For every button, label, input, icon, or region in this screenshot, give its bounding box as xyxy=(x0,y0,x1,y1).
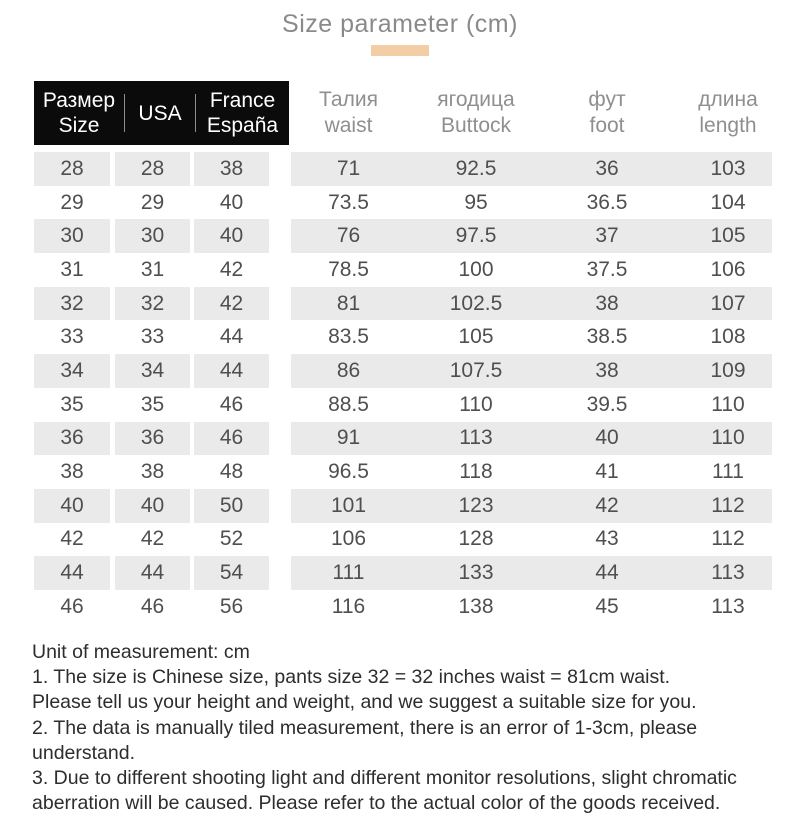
table-cell: 44 xyxy=(595,561,619,585)
table-cell: 107.5 xyxy=(449,358,503,382)
table-cell: 86 xyxy=(336,358,361,382)
table-cell: 101 xyxy=(330,493,367,517)
table-cell: 110 xyxy=(459,392,493,416)
col-header-buttock-ru: ягодица xyxy=(437,88,515,111)
table-cell: 32 xyxy=(34,287,110,321)
table-cell: 37 xyxy=(595,224,619,248)
note-line: Please tell us your height and weight, and we suggest a suitable size for you. xyxy=(32,691,697,714)
table-cell: 46 xyxy=(140,594,165,618)
table-cell: 41 xyxy=(595,460,619,484)
table-cell: 56 xyxy=(219,594,244,618)
table-cell: 128 xyxy=(458,527,494,551)
col-header-length xyxy=(668,81,772,145)
table-cell: 118 xyxy=(459,460,493,484)
table-cell: 54 xyxy=(194,556,269,590)
table-row xyxy=(34,253,772,287)
size-table xyxy=(34,81,772,624)
table-cell: 92.5 xyxy=(455,156,497,180)
measurement-cell-group xyxy=(291,354,772,388)
measurement-cell-group xyxy=(291,186,772,220)
table-cell: 46 xyxy=(194,422,269,456)
table-cell: 102.5 xyxy=(449,291,503,315)
table-cell: 73.5 xyxy=(328,190,369,214)
col-header-france-label: France xyxy=(209,89,276,112)
measurement-cell-group xyxy=(291,152,772,186)
table-row xyxy=(34,388,772,422)
col-header-length-ru: длина xyxy=(698,88,758,111)
table-cell: 35 xyxy=(60,392,84,416)
table-cell: 37.5 xyxy=(586,257,628,281)
table-cell: 112 xyxy=(711,493,745,517)
table-row xyxy=(34,320,772,354)
table-cell: 29 xyxy=(140,190,165,214)
col-header-waist xyxy=(291,81,406,145)
table-cell: 138 xyxy=(458,594,494,618)
measurement-headers xyxy=(291,81,772,145)
table-cell: 38 xyxy=(194,152,269,186)
table-cell: 34 xyxy=(34,354,110,388)
col-header-size-ru: Размер xyxy=(42,89,116,112)
table-cell: 36 xyxy=(115,422,190,456)
measurement-cell-group xyxy=(291,556,772,590)
table-cell: 32 xyxy=(115,287,190,321)
col-header-size xyxy=(34,81,124,145)
measurement-cell-group xyxy=(291,219,772,253)
measurement-cell-group xyxy=(291,253,772,287)
measurement-cell-group xyxy=(291,388,772,422)
title-underline xyxy=(371,45,429,56)
col-header-buttock-en: Buttock xyxy=(440,114,512,137)
table-cell: 36 xyxy=(34,422,110,456)
table-cell: 28 xyxy=(34,152,110,186)
table-cell: 30 xyxy=(115,219,190,253)
measurement-notes xyxy=(32,640,800,817)
table-cell: 40 xyxy=(219,190,244,214)
col-header-usa xyxy=(125,81,195,145)
table-cell: 40 xyxy=(595,426,619,450)
col-header-usa-label: USA xyxy=(138,101,182,125)
table-cell: 78.5 xyxy=(328,257,369,281)
table-row xyxy=(34,590,772,624)
table-cell: 107 xyxy=(710,291,746,315)
table-cell: 38 xyxy=(595,291,619,315)
table-row xyxy=(34,523,772,557)
size-standards-header xyxy=(34,81,289,145)
table-cell: 33 xyxy=(60,325,84,349)
table-cell: 46 xyxy=(60,594,84,618)
page-title: Size parameter (cm) xyxy=(282,10,518,38)
table-cell: 34 xyxy=(115,354,190,388)
table-cell: 44 xyxy=(115,556,190,590)
col-header-foot xyxy=(546,81,668,145)
table-cell: 31 xyxy=(60,257,84,281)
note-line: aberration will be caused. Please refer to the actual color of the goods received. xyxy=(32,792,721,815)
table-cell: 46 xyxy=(219,392,244,416)
table-row xyxy=(34,455,772,489)
col-header-size-en: Size xyxy=(58,114,100,137)
table-cell: 91 xyxy=(336,426,361,450)
table-cell: 113 xyxy=(459,426,493,450)
table-cell: 106 xyxy=(330,527,367,551)
measurement-cell-group xyxy=(291,455,772,489)
measurement-cell-group xyxy=(291,523,772,557)
table-row xyxy=(34,152,772,186)
col-header-length-en: length xyxy=(699,114,757,137)
table-cell: 105 xyxy=(458,325,494,349)
table-cell: 81 xyxy=(336,291,361,315)
measurement-cell-group xyxy=(291,287,772,321)
table-cell: 103 xyxy=(710,156,746,180)
table-cell: 104 xyxy=(710,190,746,214)
table-cell: 42 xyxy=(140,527,165,551)
table-cell: 97.5 xyxy=(455,224,497,248)
table-cell: 38 xyxy=(595,358,619,382)
table-cell: 133 xyxy=(458,561,494,585)
table-cell: 110 xyxy=(711,392,745,416)
table-row xyxy=(34,219,772,253)
table-cell: 40 xyxy=(34,489,110,523)
table-cell: 38 xyxy=(140,460,165,484)
table-cell: 42 xyxy=(60,527,84,551)
table-cell: 36 xyxy=(595,156,619,180)
measurement-cell-group xyxy=(291,590,772,624)
col-header-foot-en: foot xyxy=(589,114,625,137)
measurement-cell-group xyxy=(291,489,772,523)
table-row xyxy=(34,186,772,220)
col-header-foot-ru: фут xyxy=(588,88,626,111)
table-cell: 106 xyxy=(710,257,746,281)
col-header-waist-ru: Талия xyxy=(319,88,378,111)
table-cell: 71 xyxy=(336,156,361,180)
table-cell: 96.5 xyxy=(328,460,369,484)
table-cell: 42 xyxy=(219,257,244,281)
measurement-cell-group xyxy=(291,320,772,354)
table-cell: 105 xyxy=(710,224,746,248)
table-cell: 44 xyxy=(34,556,110,590)
note-line: Unit of measurement: cm xyxy=(32,640,250,663)
table-cell: 48 xyxy=(219,460,244,484)
table-header-row xyxy=(34,81,772,145)
table-row xyxy=(34,287,772,321)
table-cell: 38.5 xyxy=(586,325,628,349)
table-cell: 95 xyxy=(464,190,488,214)
table-cell: 109 xyxy=(710,358,746,382)
note-line: 3. Due to different shooting light and different monitor resolutions, slight chromatic xyxy=(32,767,737,790)
table-cell: 31 xyxy=(140,257,165,281)
table-cell: 111 xyxy=(712,460,744,484)
table-cell: 36.5 xyxy=(586,190,628,214)
table-cell: 29 xyxy=(60,190,84,214)
table-cell: 52 xyxy=(219,527,244,551)
table-cell: 35 xyxy=(140,392,165,416)
note-line: 1. The size is Chinese size, pants size 32 = 32 inches waist = 81cm waist. xyxy=(32,665,671,688)
table-cell: 113 xyxy=(711,594,745,618)
table-cell: 43 xyxy=(595,527,619,551)
table-cell: 110 xyxy=(711,426,745,450)
table-cell: 42 xyxy=(194,287,269,321)
table-cell: 40 xyxy=(194,219,269,253)
col-header-waist-en: waist xyxy=(324,114,373,137)
table-cell: 30 xyxy=(34,219,110,253)
table-cell: 88.5 xyxy=(328,392,369,416)
table-cell: 111 xyxy=(332,561,365,585)
col-header-espana-label: España xyxy=(206,114,279,137)
table-cell: 45 xyxy=(595,594,619,618)
table-cell: 44 xyxy=(194,354,269,388)
table-cell: 28 xyxy=(115,152,190,186)
measurement-cell-group xyxy=(291,422,772,456)
table-cell: 39.5 xyxy=(586,392,628,416)
table-cell: 33 xyxy=(140,325,165,349)
table-cell: 116 xyxy=(331,594,366,618)
table-body xyxy=(34,152,772,624)
table-cell: 44 xyxy=(219,325,244,349)
table-cell: 83.5 xyxy=(328,325,369,349)
table-cell: 112 xyxy=(711,527,745,551)
table-row xyxy=(34,422,772,456)
table-cell: 42 xyxy=(595,493,619,517)
table-cell: 100 xyxy=(458,257,494,281)
table-cell: 108 xyxy=(710,325,746,349)
table-cell: 40 xyxy=(115,489,190,523)
note-line: 2. The data is manually tiled measurement, there is an error of 1-3cm, please understand. xyxy=(32,716,698,764)
table-row xyxy=(34,489,772,523)
col-header-buttock xyxy=(406,81,546,145)
table-cell: 38 xyxy=(60,460,84,484)
table-cell: 113 xyxy=(711,561,745,585)
table-cell: 76 xyxy=(336,224,361,248)
table-cell: 50 xyxy=(194,489,269,523)
col-header-france xyxy=(196,81,289,145)
title-block xyxy=(0,0,800,56)
table-cell: 123 xyxy=(458,493,494,517)
table-row xyxy=(34,354,772,388)
table-row xyxy=(34,556,772,590)
